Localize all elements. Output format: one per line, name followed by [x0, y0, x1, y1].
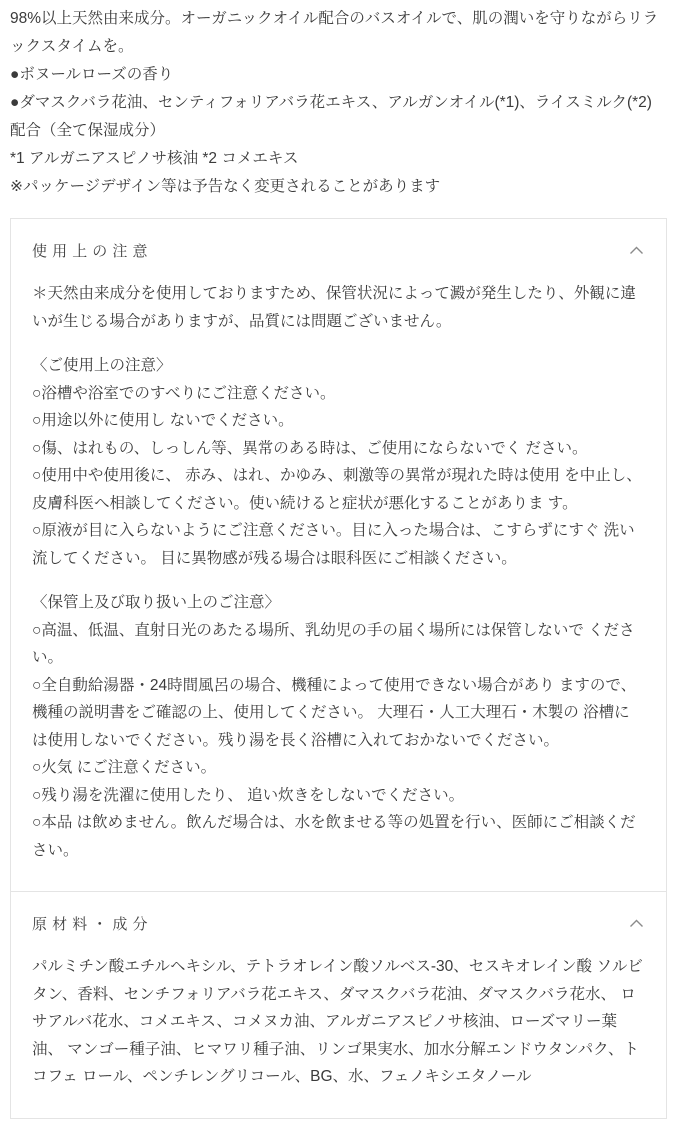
usage-notes-body	[11, 261, 666, 891]
note-item: ○使用中や使用後に、 赤み、はれ、かゆみ、刺激等の異常が現れた時は使用 を中止し、皮膚科医へ相談してください。使い続けると症状が悪化することがありま す。	[32, 467, 642, 512]
note-item: ○原液が目に入らないようにご注意ください。目に入った場合は、こすらずにすぐ 洗い流してください。 目に異物感が残る場合は眼科医にご相談ください。	[32, 522, 635, 567]
note-item: ○用途以外に使用し ないでください。	[32, 412, 294, 429]
ingredients-header[interactable]	[11, 892, 666, 934]
section-title: 使用上の注意	[32, 243, 153, 260]
ingredients-body	[11, 934, 666, 1118]
description-line: *1 アルガニアスピノサ核油 *2 コメエキス	[10, 150, 299, 167]
accordion-section-usage-notes	[11, 219, 666, 891]
note-item: ○本品 は飲めません。飲んだ場合は、水を飲ませる等の処置を行い、医師にご相談ください。	[32, 814, 636, 859]
description-line: 98%以上天然由来成分。オーガニックオイル配合のバスオイルで、肌の潤いを守りながらリラックスタイムを。	[10, 10, 659, 55]
ingredients-text: パルミチン酸エチルヘキシル、テトラオレイン酸ソルベス-30、セスキオレイン酸 ソルビタン、香料、センチフォリアバラ花エキス、ダマスクバラ花油、ダマスクバラ花水、 ロサアルバ花水、コメエキス、コメヌカ油、アルガニアスピノサ核油、ローズマリー葉油、 マンゴー種子油、ヒマワリ種子油、リンゴ果実水、加水分解エンドウタンパク、トコフェ ロール、ペンチレングリコール、BG、水、フェノキシエタノール	[32, 958, 643, 1085]
note-group-heading: 〈保管上及び取り扱い上のご注意〉	[32, 594, 281, 611]
note-paragraph: ＊天然由来成分を使用しておりますため、保管状況によって澱が発生したり、外観に違いが生じる場合がありますが、品質には問題ございません。	[32, 285, 636, 330]
description-line: ※パッケージデザイン等は予告なく変更されることがあります	[10, 178, 441, 195]
product-description	[10, 5, 667, 201]
description-line: ●ボヌールローズの香り	[10, 66, 174, 83]
section-title: 原材料・成分	[32, 916, 153, 933]
note-item: ○火気 にご注意ください。	[32, 759, 217, 776]
note-item: ○残り湯を洗濯に使用したり、 追い炊きをしないでください。	[32, 786, 465, 804]
chevron-up-icon	[628, 919, 644, 929]
usage-notes-header[interactable]	[11, 219, 666, 261]
note-item: ○傷、はれもの、しっしん等、異常のある時は、ご使用にならないでく ださい。	[32, 439, 588, 457]
accordion-section-ingredients	[11, 891, 666, 1118]
note-item: ○高温、低温、直射日光のあたる場所、乳幼児の手の届く場所には保管しないで ください。	[32, 621, 635, 666]
chevron-up-icon	[628, 246, 644, 256]
info-accordion	[10, 218, 667, 1119]
note-item: ○浴槽や浴室でのすべりにご注意ください。	[32, 384, 336, 402]
description-line: ●ダマスクバラ花油、センティフォリアバラ花エキス、アルガンオイル(*1)、ライスミルク(*2) 配合（全て保湿成分）	[10, 94, 652, 139]
note-item: ○全自動給湯器・24時間風呂の場合、機種によって使用できない場合があり ますので、機種の説明書をご確認の上、使用してください。 大理石・人工大理石・木製の 浴槽には使用しないでください。残り湯を長く浴槽に入れておかないでください。	[32, 676, 637, 749]
note-group-heading: 〈ご使用上の注意〉	[32, 357, 172, 374]
